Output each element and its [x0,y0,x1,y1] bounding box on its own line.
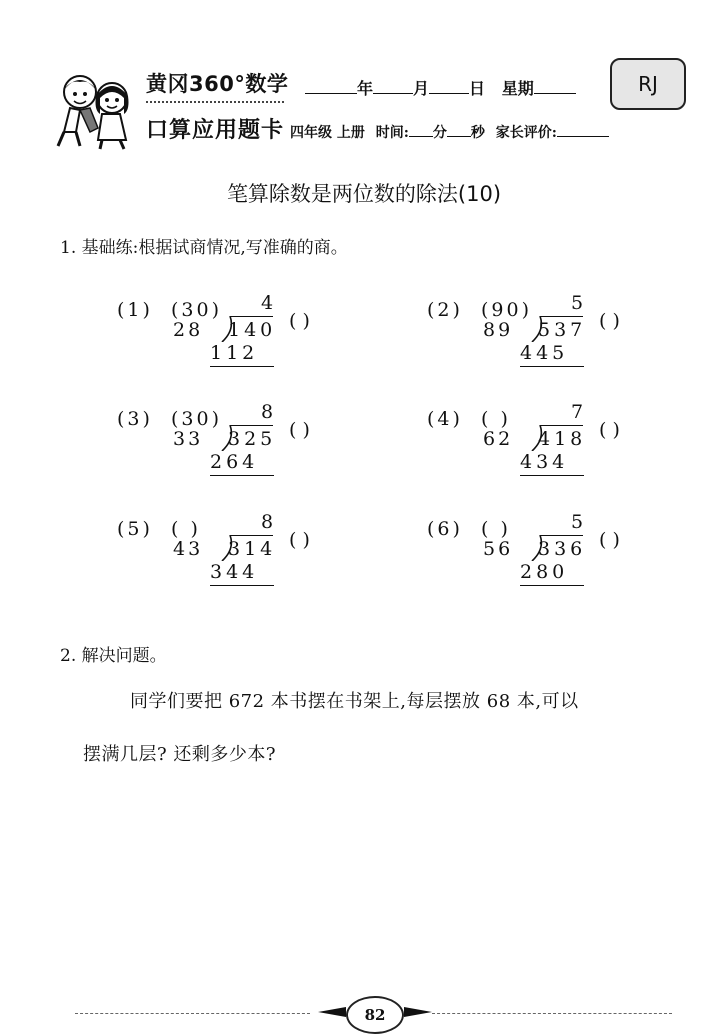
quotient: 7 [570,401,584,423]
word-problem-line-1: 同学们要把 672 本书摆在书架上,每层摆放 68 本,可以 [130,691,579,712]
problem-label: (6) [427,518,463,540]
brand-title: 黄冈360°数学 [146,72,289,96]
dividend: 325 [228,428,277,450]
month-blank[interactable] [373,79,413,94]
year-blank[interactable] [305,79,357,94]
brand-divider [146,101,284,103]
page-number: 82 [346,996,404,1034]
product: 112 [210,342,259,364]
grade-label: 四年级 上册 [290,125,365,141]
footer-dashes-left [75,1013,310,1014]
product: 264 [210,451,259,473]
trial-quotient[interactable]: ( ) [481,408,511,430]
time-label: 时间: [375,125,409,141]
weekday-label: 星期 [501,79,534,98]
dividend: 140 [228,319,277,341]
quotient: 8 [260,401,274,423]
footer-right-arrow-icon [404,1007,432,1017]
parent-eval-blank[interactable] [557,122,609,137]
product-underline [210,475,274,476]
product: 280 [520,561,569,583]
brand-subtitle: 口算应用题卡 [146,118,285,143]
division-problem-4 [427,401,687,498]
section2-heading: 2. 解决问题。 [60,646,167,666]
minutes-blank[interactable] [409,122,433,137]
division-bar [540,316,583,317]
date-line [305,76,576,99]
division-bar [230,425,273,426]
seconds-label: 秒 [470,125,485,141]
division-problem-5 [117,511,377,608]
grade-line [290,122,609,142]
word-problem-line-2: 摆满几层? 还剩多少本? [83,744,277,765]
division-bar [230,316,273,317]
trial-quotient[interactable]: (90) [481,299,533,321]
minutes-label: 分 [432,125,447,141]
product-underline [210,585,274,586]
quotient: 8 [260,511,274,533]
trial-quotient[interactable]: ( ) [481,518,511,540]
problem-label: (1) [117,299,153,321]
product: 434 [520,451,569,473]
product-underline [520,475,584,476]
footer-dashes-right [432,1013,672,1014]
division-problem-1 [117,292,377,389]
product: 344 [210,561,259,583]
quotient: 5 [570,511,584,533]
answer-blank[interactable]: ( ) [289,419,310,441]
dividend: 314 [228,538,277,560]
day-blank[interactable] [429,79,469,94]
product-underline [210,366,274,367]
division-bar [540,425,583,426]
divisor: 89 [483,319,514,341]
cartoon-kids-logo [50,70,140,150]
trial-quotient[interactable]: (30) [171,408,223,430]
quotient: 4 [260,292,274,314]
weekday-blank[interactable] [534,79,576,94]
divisor: 28 [173,319,204,341]
problem-label: (5) [117,518,153,540]
answer-blank[interactable]: ( ) [289,310,310,332]
problem-label: (2) [427,299,463,321]
edition-badge: RJ [610,58,686,110]
division-bar [230,535,273,536]
product-underline [520,585,584,586]
division-problem-3 [117,401,377,498]
division-bar [540,535,583,536]
division-problem-6 [427,511,687,608]
answer-blank[interactable]: ( ) [599,310,620,332]
divisor: 33 [173,428,204,450]
product-underline [520,366,584,367]
dividend: 336 [538,538,587,560]
divisor: 56 [483,538,514,560]
problem-label: (4) [427,408,463,430]
divisor: 62 [483,428,514,450]
divisor: 43 [173,538,204,560]
page-title: 笔算除数是两位数的除法(10) [226,182,502,206]
dividend: 418 [538,428,587,450]
product: 445 [520,342,569,364]
answer-blank[interactable]: ( ) [599,419,620,441]
year-label: 年 [357,79,374,98]
quotient: 5 [570,292,584,314]
section1-heading: 1. 基础练:根据试商情况,写准确的商。 [60,238,348,258]
problem-label: (3) [117,408,153,430]
trial-quotient[interactable]: ( ) [171,518,201,540]
parent-eval-label: 家长评价: [495,125,557,141]
trial-quotient[interactable]: (30) [171,299,223,321]
division-problem-2 [427,292,687,389]
seconds-blank[interactable] [447,122,471,137]
day-label: 日 [469,79,486,98]
footer-left-arrow-icon [318,1007,346,1017]
answer-blank[interactable]: ( ) [289,529,310,551]
answer-blank[interactable]: ( ) [599,529,620,551]
dividend: 537 [538,319,587,341]
month-label: 月 [413,79,430,98]
